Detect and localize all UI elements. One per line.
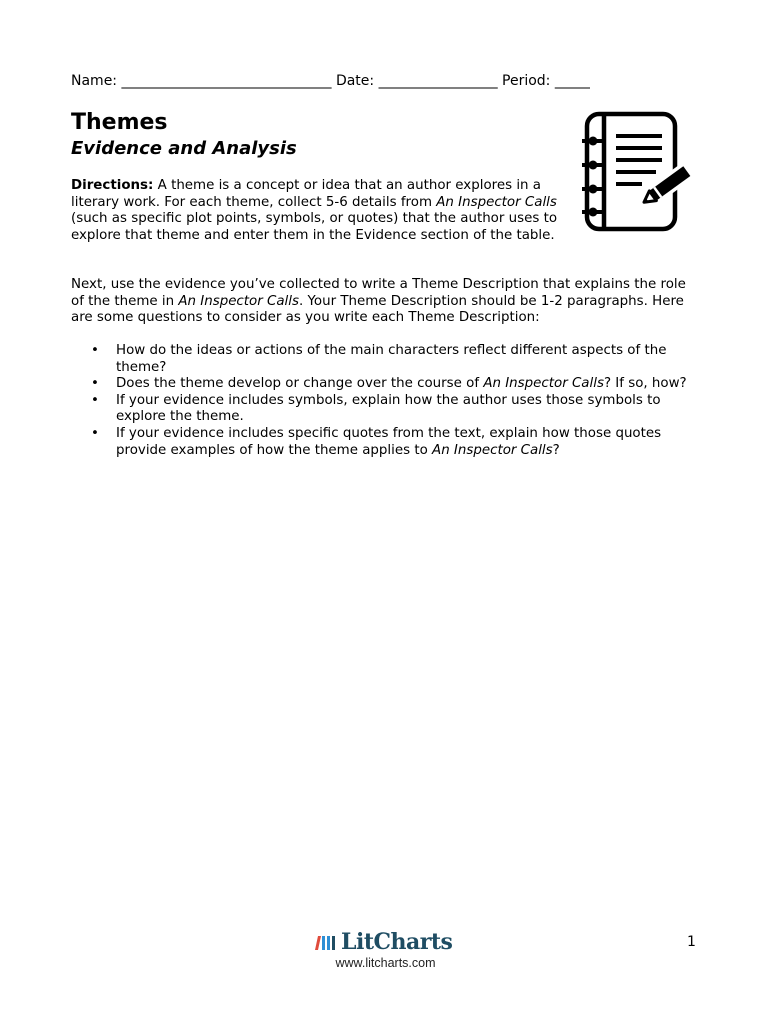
page-subtitle: Evidence and Analysis (71, 138, 297, 159)
question-item (71, 426, 696, 459)
book-title: An Inspector Calls (483, 376, 604, 392)
question-text: Does the theme develop or change over the course of (116, 376, 484, 392)
next-text: Next, use the evidence you’ve collected to write a Theme Description that explains the role of the theme in (71, 277, 686, 309)
date-blank: _________________ (378, 73, 498, 89)
directions-text: (such as specific plot points, symbols, or quotes) that the author uses to explore that theme and enter them in the Evidence section of the table. (71, 211, 558, 243)
question-item (71, 343, 696, 376)
name-label: Name: (71, 73, 122, 89)
logo-text: LitCharts (341, 929, 453, 955)
book-title: An Inspector Calls (436, 194, 557, 210)
bullet-icon: • (91, 425, 99, 441)
notebook-pencil-icon (576, 108, 698, 236)
question-text: How do the ideas or actions of the main characters reflect different aspects of the theme? (116, 343, 667, 375)
directions-text: A theme is a concept or idea that an author explores in a literary work. For each theme, collect 5-6 details from (71, 178, 541, 210)
question-text: If your evidence includes symbols, explain how the author uses those symbols to explore the theme. (116, 392, 661, 425)
book-title: An Inspector Calls (432, 442, 553, 458)
student-info-line (71, 72, 590, 90)
next-text: . Your Theme Description should be 1-2 paragraphs. Here are some questions to consider as you write each Theme Description: (71, 293, 684, 326)
bullet-icon: • (91, 376, 99, 392)
period-label: Period: (502, 73, 555, 89)
question-list (71, 343, 696, 459)
litcharts-logo[interactable] (313, 929, 458, 971)
directions-paragraph (71, 178, 561, 244)
bullet-icon: • (91, 343, 99, 358)
date-label: Date: (335, 73, 379, 89)
question-item (71, 376, 696, 393)
page-title: Themes (71, 110, 168, 135)
question-text: If your evidence includes specific quotes from the text, explain how those quotes provide examples of how the theme applies to (116, 425, 662, 458)
footer-url[interactable]: www.litcharts.com (335, 956, 436, 970)
logo-row (313, 929, 458, 955)
litcharts-bars-icon (313, 932, 337, 952)
directions-label: Directions: (71, 178, 154, 193)
period-blank: _____ (554, 73, 590, 89)
question-item (71, 393, 696, 426)
page-number: 1 (687, 934, 696, 950)
question-text: ? (552, 442, 560, 458)
book-title: An Inspector Calls (178, 293, 299, 309)
question-text: ? If so, how? (603, 376, 687, 392)
next-paragraph (71, 277, 696, 327)
bullet-icon: • (91, 392, 99, 408)
name-blank: ______________________________ (121, 73, 332, 89)
